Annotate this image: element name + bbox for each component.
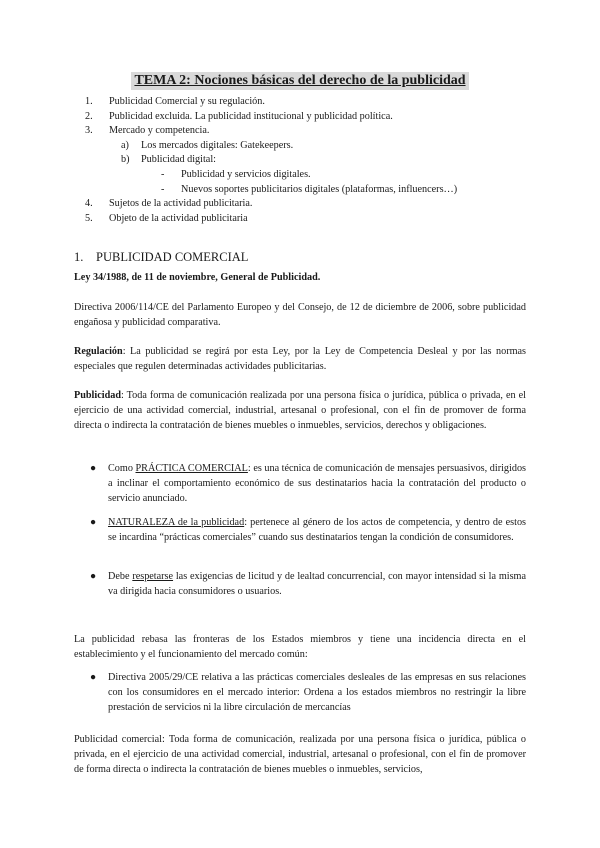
toc-number: - — [161, 168, 165, 180]
section-heading — [74, 250, 248, 265]
toc-number: 2. — [85, 110, 93, 122]
law-heading: Ley 34/1988, de 11 de noviembre, General de Publicidad. — [74, 272, 321, 283]
table-of-contents — [85, 95, 457, 226]
list-item — [90, 516, 526, 546]
underlined-term: respetarse — [132, 571, 174, 582]
toc-text: Publicidad excluida. La publicidad institucional y publicidad política. — [109, 110, 393, 122]
toc-item — [85, 95, 457, 110]
toc-number: 1. — [85, 96, 93, 107]
toc-number: b) — [121, 154, 130, 166]
bullet-text: NATURALEZA de la publicidad: pertenece al género de los actos de competencia, y dentro de estos se incardina “prácticas comerciales” cuando sus destinatarios tengan la condición de consumidores. — [108, 517, 527, 543]
toc-number: - — [161, 183, 165, 195]
title-wrap — [0, 71, 600, 90]
toc-item — [85, 212, 457, 227]
toc-text: Publicidad digital: — [141, 154, 216, 166]
underlined-term: PRÁCTICA COMERCIAL — [135, 463, 248, 474]
toc-item — [85, 124, 457, 139]
toc-number: a) — [121, 139, 129, 151]
list-item — [90, 462, 526, 506]
toc-item — [85, 197, 457, 212]
document-title: TEMA 2: Nociones básicas del derecho de la publicidad — [131, 72, 468, 90]
bullet-icon: ● — [90, 571, 97, 582]
directive-paragraph: Directiva 2006/114/CE del Parlamento Europeo y del Consejo, de 12 de diciembre de 2006, sobre publicidad engañosa y publicidad comparativa. — [74, 302, 526, 328]
bullet-icon: ● — [90, 463, 97, 474]
toc-text: Mercado y competencia. — [109, 125, 210, 137]
publicidad-label: Publicidad — [74, 390, 121, 401]
toc-item — [85, 139, 457, 154]
toc-text: Publicidad Comercial y su regulación. — [109, 96, 265, 107]
toc-item — [85, 110, 457, 125]
toc-text: Los mercados digitales: Gatekeepers. — [141, 139, 294, 151]
toc-item — [85, 153, 457, 168]
toc-item — [85, 183, 457, 198]
publicidad-definition — [74, 389, 526, 433]
section-number: 1. — [74, 250, 84, 264]
toc-text: Sujetos de la actividad publicitaria. — [109, 198, 253, 210]
bullet-icon: ● — [90, 517, 97, 528]
bullet-text: Como PRÁCTICA COMERCIAL: es una técnica de comunicación de mensajes persuasivos, dirigidos a inclinar el comportamiento económico de sus destinatarios hacia la contratación del producto o servicio anunciado. — [108, 463, 526, 504]
list-item — [90, 671, 526, 715]
toc-text: Publicidad y servicios digitales. — [181, 168, 311, 180]
list-item — [90, 570, 526, 600]
publicidad-text: : Toda forma de comunicación realizada por una persona física o jurídica, pública o privada, en el ejercicio de una actividad comercial, industrial, artesanal o profesional, con el fin de promover de forma directa o indirecta la contratación de bienes muebles o inmuebles, servicios, derechos y obligaciones. — [74, 390, 526, 431]
regulacion-paragraph — [74, 345, 526, 375]
toc-number: 5. — [85, 212, 93, 224]
rebasa-paragraph: La publicidad rebasa las fronteras de los Estados miembros y tiene una incidencia directa en el establecimiento y el funcionamiento del mercado común: — [74, 634, 526, 660]
toc-number: 4. — [85, 198, 93, 210]
bullet-icon: ● — [90, 672, 97, 683]
toc-item — [85, 168, 457, 183]
toc-text: Objeto de la actividad publicitaria — [109, 212, 248, 224]
bullet-text: Debe respetarse las exigencias de licitud y de lealtad concurrencial, con mayor intensidad si la misma va dirigida hacia consumidores o usuarios. — [108, 571, 527, 597]
toc-text: Nuevos soportes publicitarios digitales (plataformas, influencers…) — [181, 183, 458, 195]
regulacion-text: : La publicidad se regirá por esta Ley, por la Ley de Competencia Desleal y por las normas especiales que regulen determinadas actividades publicitarias. — [74, 346, 526, 372]
toc-number: 3. — [85, 125, 93, 137]
regulacion-label: Regulación — [74, 346, 123, 357]
final-paragraph: Publicidad comercial: Toda forma de comunicación, realizada por una persona física o jurídica, pública o privada, en el ejercicio de una actividad comercial, industrial, artesanal o profesional, con el fin de promover de forma directa o indirecta la contratación de bienes muebles o inmuebles, servicios, — [74, 734, 526, 775]
underlined-term: NATURALEZA de la publicidad — [108, 517, 245, 528]
section-title: PUBLICIDAD COMERCIAL — [96, 250, 249, 264]
bullet-text: Directiva 2005/29/CE relativa a las prácticas comerciales desleales de las empresas en sus relaciones con los consumidores en el mercado interior: Ordena a los estados miembros no restringir la libre prestación de servicios ni la libre circulación de mercancías — [108, 672, 526, 713]
